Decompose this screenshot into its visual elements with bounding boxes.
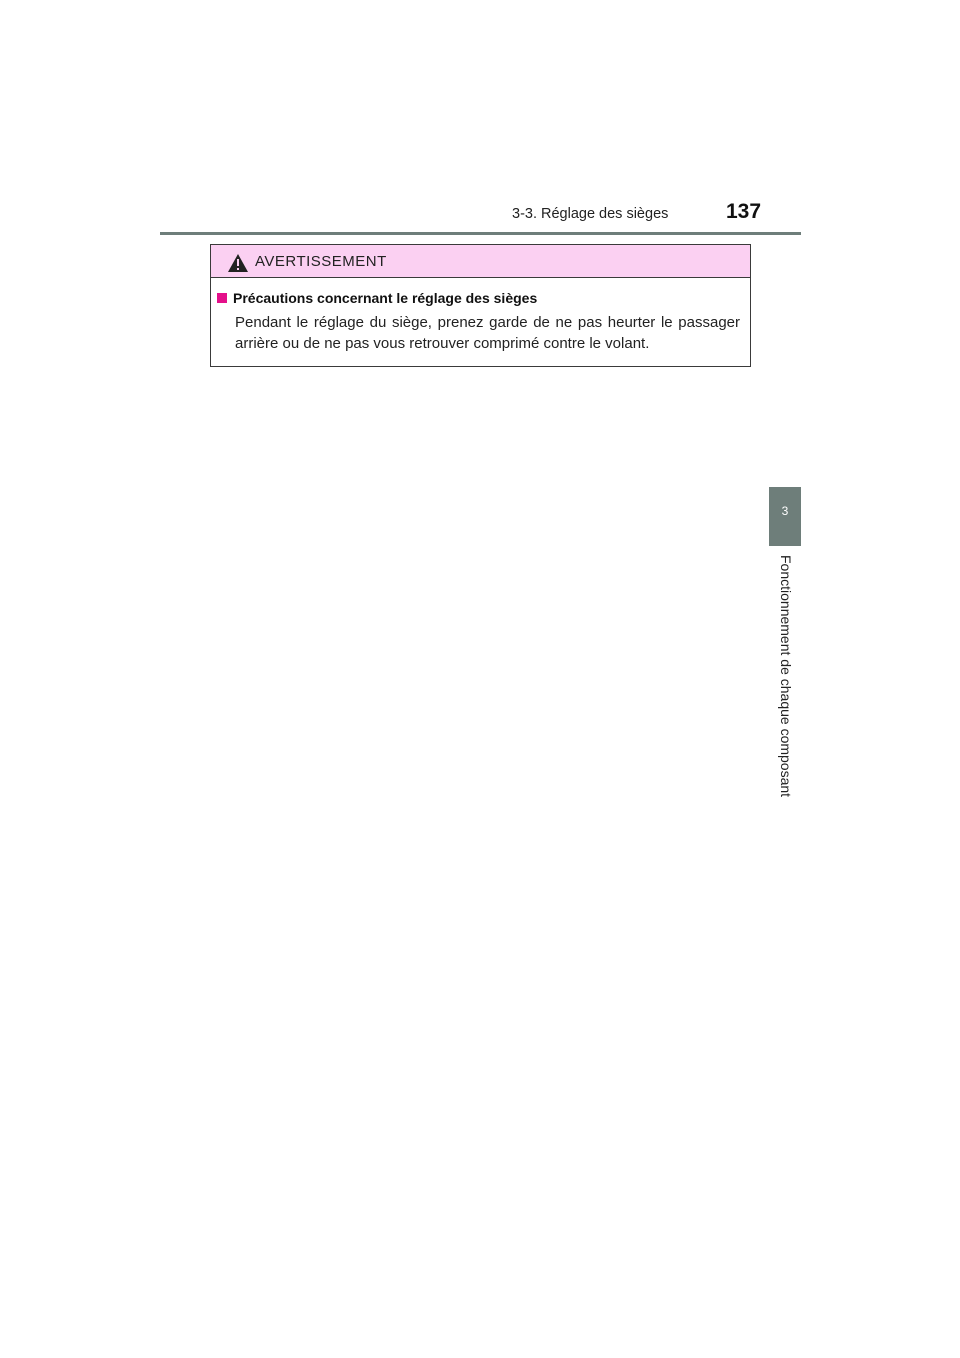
warning-box bbox=[210, 244, 751, 367]
page-number: 137 bbox=[726, 200, 762, 223]
chapter-number: 3 bbox=[781, 504, 789, 518]
section-title: 3-3. Réglage des sièges bbox=[512, 206, 669, 222]
warning-heading-text: Précautions concernant le réglage des sièges bbox=[233, 290, 538, 306]
chapter-tab bbox=[769, 487, 801, 546]
chapter-title: Fonctionnement de chaque composant bbox=[778, 555, 794, 798]
warning-label: AVERTISSEMENT bbox=[255, 253, 387, 270]
header-divider bbox=[160, 232, 801, 235]
warning-body bbox=[211, 278, 750, 354]
warning-header bbox=[211, 245, 750, 278]
square-bullet-icon bbox=[217, 293, 227, 303]
warning-text: Pendant le réglage du siège, prenez garde de ne pas heurter le passager arrière ou de ne pas vous retrouver comprimé contre le volant. bbox=[235, 314, 740, 352]
warning-heading bbox=[217, 290, 740, 306]
warning-triangle-icon bbox=[227, 253, 249, 273]
